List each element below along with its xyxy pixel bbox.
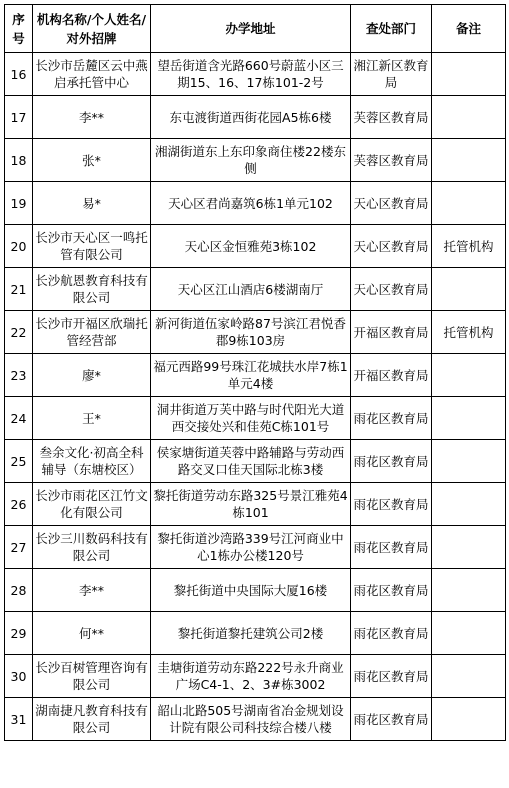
cell-address: 新河街道伍家岭路87号滨江君悦香郡9栋103房: [151, 311, 351, 354]
cell-note: [432, 440, 506, 483]
cell-address: 黎托街道中央国际大厦16楼: [151, 569, 351, 612]
cell-dept: 雨花区教育局: [351, 569, 432, 612]
cell-dept: 开福区教育局: [351, 311, 432, 354]
table-row: [5, 655, 506, 698]
cell-no: 16: [5, 53, 33, 96]
cell-address: 天心区江山酒店6楼湖南厅: [151, 268, 351, 311]
cell-no: 30: [5, 655, 33, 698]
cell-address: 黎托街道沙湾路339号江河商业中心1栋办公楼120号: [151, 526, 351, 569]
cell-dept: 天心区教育局: [351, 182, 432, 225]
cell-note: 托管机构: [432, 225, 506, 268]
cell-no: 24: [5, 397, 33, 440]
cell-no: 20: [5, 225, 33, 268]
table-row: [5, 483, 506, 526]
cell-no: 18: [5, 139, 33, 182]
cell-dept: 天心区教育局: [351, 268, 432, 311]
cell-note: 托管机构: [432, 311, 506, 354]
table-row: [5, 268, 506, 311]
header-dept: 查处部门: [351, 5, 432, 53]
cell-dept: 雨花区教育局: [351, 698, 432, 741]
cell-dept: 开福区教育局: [351, 354, 432, 397]
cell-no: 25: [5, 440, 33, 483]
cell-no: 31: [5, 698, 33, 741]
cell-no: 17: [5, 96, 33, 139]
cell-name: 叁余文化·初高全科辅导（东塘校区）: [33, 440, 151, 483]
table-row: [5, 440, 506, 483]
cell-address: 黎托街道黎托建筑公司2楼: [151, 612, 351, 655]
table-row: [5, 53, 506, 96]
cell-name: 长沙三川数码科技有限公司: [33, 526, 151, 569]
records-table: [4, 4, 506, 741]
cell-note: [432, 483, 506, 526]
cell-name: 长沙百树管理咨询有限公司: [33, 655, 151, 698]
cell-name: 李**: [33, 569, 151, 612]
cell-note: [432, 96, 506, 139]
header-note: 备注: [432, 5, 506, 53]
table-row: [5, 225, 506, 268]
cell-note: [432, 526, 506, 569]
cell-no: 23: [5, 354, 33, 397]
cell-dept: 湘江新区教育局: [351, 53, 432, 96]
cell-no: 29: [5, 612, 33, 655]
table-row: [5, 612, 506, 655]
cell-name: 湖南捷凡教育科技有限公司: [33, 698, 151, 741]
cell-name: 何**: [33, 612, 151, 655]
table-row: [5, 182, 506, 225]
cell-note: [432, 698, 506, 741]
cell-name: 长沙市天心区一鸣托管有限公司: [33, 225, 151, 268]
table-row: [5, 96, 506, 139]
cell-address: 侯家塘街道芙蓉中路辅路与劳动西路交叉口佳天国际北栋3楼: [151, 440, 351, 483]
table-row: [5, 397, 506, 440]
cell-dept: 雨花区教育局: [351, 655, 432, 698]
cell-note: [432, 139, 506, 182]
cell-address: 东屯渡街道西街花园A5栋6楼: [151, 96, 351, 139]
cell-note: [432, 397, 506, 440]
table-row: [5, 698, 506, 741]
table-row: [5, 139, 506, 182]
cell-name: 长沙市开福区欣瑞托管经营部: [33, 311, 151, 354]
cell-no: 22: [5, 311, 33, 354]
header-address: 办学地址: [151, 5, 351, 53]
header-no: 序号: [5, 5, 33, 53]
cell-name: 长沙航恩教育科技有限公司: [33, 268, 151, 311]
cell-no: 28: [5, 569, 33, 612]
cell-name: 长沙市岳麓区云中燕启承托管中心: [33, 53, 151, 96]
cell-note: [432, 655, 506, 698]
table-row: [5, 311, 506, 354]
cell-name: 长沙市雨花区江竹文化有限公司: [33, 483, 151, 526]
cell-address: 湘湖街道东上东印象商住楼22楼东侧: [151, 139, 351, 182]
header-name: 机构名称/个人姓名/对外招牌: [33, 5, 151, 53]
cell-dept: 雨花区教育局: [351, 526, 432, 569]
cell-address: 望岳街道含光路660号蔚蓝小区三期15、16、17栋101-2号: [151, 53, 351, 96]
cell-address: 韶山北路505号湖南省冶金规划设计院有限公司科技综合楼八楼: [151, 698, 351, 741]
cell-address: 天心区君尚嘉筑6栋1单元102: [151, 182, 351, 225]
cell-dept: 雨花区教育局: [351, 397, 432, 440]
cell-name: 易*: [33, 182, 151, 225]
cell-no: 27: [5, 526, 33, 569]
cell-dept: 雨花区教育局: [351, 612, 432, 655]
cell-address: 洞井街道万芙中路与时代阳光大道西交接处兴和佳苑C栋101号: [151, 397, 351, 440]
cell-address: 福元西路99号珠江花城扶水岸7栋1单元4楼: [151, 354, 351, 397]
cell-name: 王*: [33, 397, 151, 440]
cell-address: 圭塘街道劳动东路222号永升商业广场C4-1、2、3#栋3002: [151, 655, 351, 698]
table-row: [5, 569, 506, 612]
cell-dept: 芙蓉区教育局: [351, 139, 432, 182]
header-row: [5, 5, 506, 53]
cell-no: 26: [5, 483, 33, 526]
cell-note: [432, 53, 506, 96]
cell-dept: 天心区教育局: [351, 225, 432, 268]
cell-note: [432, 612, 506, 655]
cell-address: 天心区金恒雅苑3栋102: [151, 225, 351, 268]
table-row: [5, 354, 506, 397]
cell-no: 21: [5, 268, 33, 311]
table-row: [5, 526, 506, 569]
cell-dept: 芙蓉区教育局: [351, 96, 432, 139]
cell-name: 廖*: [33, 354, 151, 397]
cell-dept: 雨花区教育局: [351, 483, 432, 526]
cell-note: [432, 354, 506, 397]
cell-name: 李**: [33, 96, 151, 139]
cell-name: 张*: [33, 139, 151, 182]
cell-note: [432, 268, 506, 311]
cell-note: [432, 569, 506, 612]
cell-address: 黎托街道劳动东路325号景江雅苑4栋101: [151, 483, 351, 526]
cell-dept: 雨花区教育局: [351, 440, 432, 483]
cell-note: [432, 182, 506, 225]
cell-no: 19: [5, 182, 33, 225]
